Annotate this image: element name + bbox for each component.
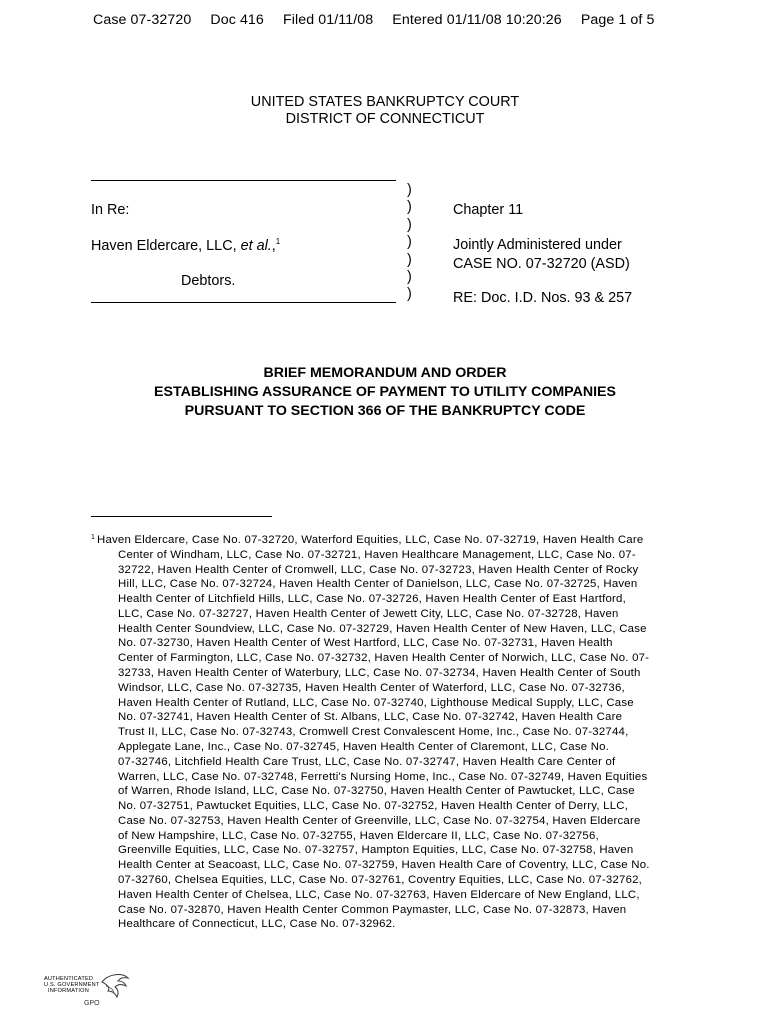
footnote-marker: 1 bbox=[91, 534, 96, 541]
footnote-line: LLC, Case No. 07-32727, Haven Health Center of Jewett City, LLC, Case No. 07-32728, Haven bbox=[118, 607, 619, 620]
title-line-2: ESTABLISHING ASSURANCE OF PAYMENT TO UTILITY COMPANIES bbox=[154, 384, 616, 400]
seal-text-authenticated: AUTHENTICATED bbox=[44, 976, 94, 982]
eagle-icon bbox=[96, 972, 132, 1006]
court-heading bbox=[0, 94, 770, 128]
seal-text-information: INFORMATION bbox=[48, 988, 89, 994]
doc-reference: RE: Doc. I.D. Nos. 93 & 257 bbox=[453, 290, 633, 306]
filing-header bbox=[93, 12, 655, 28]
footnote-line: Haven Health Center of Rutland, LLC, Case No. 07-32740, Lighthouse Medical Supply, LLC, Case bbox=[118, 696, 634, 709]
header-page-number: Page 1 of 5 bbox=[580, 12, 655, 28]
footnote-line: of Warren, Rhode Island, LLC, Case No. 07-32750, Haven Health Center of Pawtucket, LLC, Case bbox=[118, 785, 635, 798]
chapter-label: Chapter 11 bbox=[453, 202, 524, 218]
footnote-line: 07-32760, Chelsea Equities, LLC, Case No. 07-32761, Coventry Equities, LLC, Case No. 07-32762, bbox=[118, 873, 643, 886]
footnote-line: Hill, LLC, Case No. 07-32724, Haven Health Center of Danielson, LLC, Case No. 07-32725, Haven bbox=[118, 578, 638, 591]
footnote-line: Healthcare of Connecticut, LLC, Case No. 07-32962. bbox=[118, 918, 396, 931]
footnote-line: of New Hampshire, LLC, Case No. 07-32755, Haven Eldercare II, LLC, Case No. 07-32756, bbox=[118, 829, 599, 842]
footnote-line: Greenville Equities, LLC, Case No. 07-32757, Hampton Equities, LLC, Case No. 07-32758, Haven bbox=[118, 844, 634, 857]
caption-top-rule bbox=[91, 180, 396, 181]
seal-gpo-mark: GPO bbox=[84, 1000, 100, 1007]
et-al: et al. bbox=[240, 237, 272, 254]
footnote-reference: 1 bbox=[275, 237, 281, 246]
debtors-label: Debtors. bbox=[181, 273, 236, 289]
footnote-line: Warren, LLC, Case No. 07-32748, Ferretti's Nursing Home, Inc., Case No. 07-32749, Haven Equities bbox=[118, 770, 648, 783]
footnote-line: No. 07-32730, Haven Health Center of West Hartford, LLC, Case No. 07-32731, Haven Health bbox=[118, 637, 613, 650]
court-name: UNITED STATES BANKRUPTCY COURT bbox=[250, 94, 520, 110]
footnote-line: Haven Health Center of Chelsea, LLC, Case No. 07-32763, Haven Eldercare of New England, LLC, bbox=[118, 888, 640, 901]
header-entered-date: Entered 01/11/08 10:20:26 bbox=[392, 12, 562, 28]
footnote-separator bbox=[91, 516, 272, 517]
footnote-line: Applegate Lane, Inc., Case No. 07-32745, Haven Health Center of Claremont, LLC, Case No. bbox=[118, 740, 610, 753]
header-filed-date: Filed 01/11/08 bbox=[282, 12, 374, 28]
jointly-administered: Jointly Administered under bbox=[453, 237, 622, 253]
document-title bbox=[0, 364, 770, 421]
header-doc-number: Doc 416 bbox=[210, 12, 264, 28]
footnote-line: Health Center of Litchfield Hills, LLC, Case No. 07-32726, Haven Health Center of East Hartford, bbox=[118, 593, 626, 606]
footnote-line: Case No. 07-32753, Haven Health Center of Greenville, LLC, Case No. 07-32754, Haven Eldercare bbox=[118, 814, 641, 827]
footnote-line: 32722, Haven Health Center of Cromwell, LLC, Case No. 07-32723, Haven Health Center of Rocky bbox=[118, 563, 639, 576]
header-case-number: Case 07-32720 bbox=[93, 12, 192, 28]
court-district: DISTRICT OF CONNECTICUT bbox=[285, 111, 485, 127]
footnote-line: Health Center at Seacoast, LLC, Case No. 07-32759, Haven Health Care of Coventry, LLC, Case No. bbox=[118, 859, 650, 872]
footnote-line: Health Center Soundview, LLC, Case No. 07-32729, Haven Health Center of New Haven, LLC, Case bbox=[118, 622, 647, 635]
footnote-line: Case No. 07-32870, Haven Health Center Common Paymaster, LLC, Case No. 07-32873, Haven bbox=[118, 903, 627, 916]
debtor-name: Haven Eldercare, LLC, et al.,$^1$ bbox=[91, 237, 281, 254]
case-number: CASE NO. 07-32720 (ASD) bbox=[453, 256, 630, 272]
footnote bbox=[91, 533, 681, 932]
in-re-label: In Re: bbox=[91, 202, 130, 218]
footnote-line: Center of Farmington, LLC, Case No. 07-32732, Haven Health Center of Norwich, LLC, Case No. 07- bbox=[118, 652, 650, 665]
footnote-line: Center of Windham, LLC, Case No. 07-32721, Haven Healthcare Management, LLC, Case No. 07- bbox=[118, 548, 636, 561]
title-line-1: BRIEF MEMORANDUM AND ORDER bbox=[263, 365, 507, 381]
footnote-line: 07-32746, Litchfield Health Care Trust, LLC, Case No. 07-32747, Haven Health Care Center of bbox=[118, 755, 616, 768]
seal-text-government: U.S. GOVERNMENT bbox=[44, 982, 100, 988]
caption-parentheses: ) ) ) ) ) ) ) bbox=[407, 182, 412, 303]
footnote-line: 32733, Haven Health Center of Waterbury, LLC, Case No. 07-32734, Haven Health Center of South bbox=[118, 667, 641, 680]
footnote-line: No. 07-32741, Haven Health Center of St. Albans, LLC, Case No. 07-32742, Haven Health Care bbox=[118, 711, 623, 724]
caption-bottom-rule bbox=[91, 302, 396, 303]
gpo-authentication-seal bbox=[44, 972, 134, 1012]
footnote-line: Windsor, LLC, Case No. 07-32735, Haven Health Center of Waterford, LLC, Case No. 07-32736, bbox=[118, 681, 625, 694]
footnote-line: No. 07-32751, Pawtucket Equities, LLC, Case No. 07-32752, Haven Health Center of Derry, LLC, bbox=[118, 800, 629, 813]
title-line-3: PURSUANT TO SECTION 366 OF THE BANKRUPTCY CODE bbox=[184, 403, 586, 419]
footnote-line: Haven Eldercare, Case No. 07-32720, Waterford Equities, LLC, Case No. 07-32719, Haven Health Care bbox=[97, 534, 644, 546]
footnote-line: Trust II, LLC, Case No. 07-32743, Cromwell Crest Convalescent Home, Inc., Case No. 07-32744, bbox=[118, 726, 629, 739]
